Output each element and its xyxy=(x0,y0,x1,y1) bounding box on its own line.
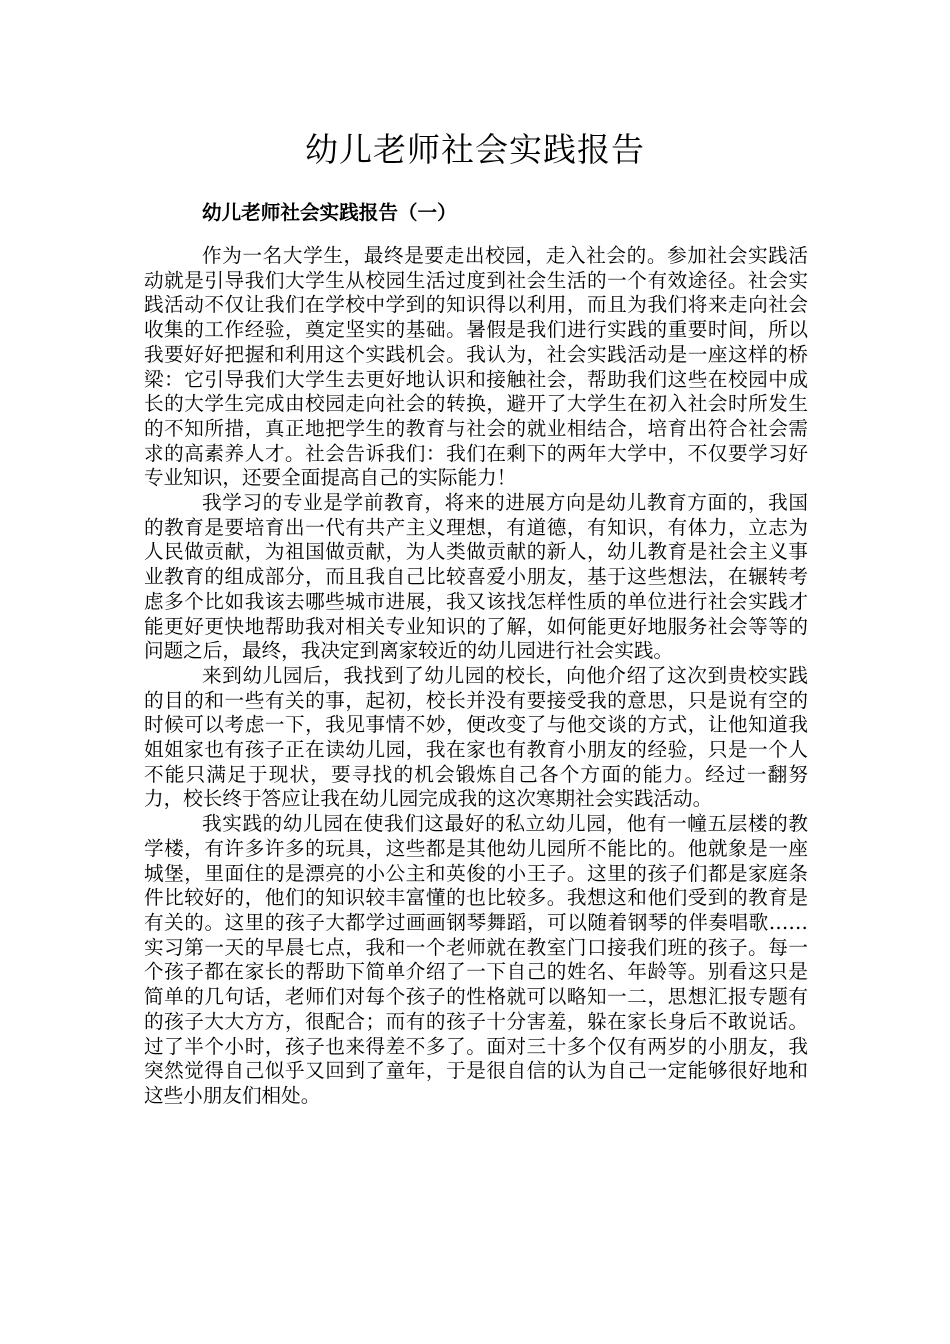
paragraph: 我学习的专业是学前教育，将来的进展方向是幼儿教育方面的，我国的教育是要培育出一代有共产主义理想，有道德，有知识，有体力，立志为人民做贡献，为祖国做贡献，为人类做贡献的新人，幼儿教育是社会主义事业教育的组成部分，而且我自己比较喜爱小朋友，基于这些想法，在辗转考虑多个比如我该去哪些城市进展，我又该找怎样性质的单位进行社会实践才能更好更快地帮助我对相关专业知识的了解，如何能更好地服务社会等等的问题之后，最终，我决定到离家较近的幼儿园进行社会实践。 xyxy=(144,491,808,663)
paragraph: 我实践的幼儿园在使我们这最好的私立幼儿园，他有一幢五层楼的教学楼，有许多许多的玩具，这些都是其他幼儿园所不能比的。他就象是一座城堡，里面住的是漂亮的小公主和英俊的小王子。这里的孩子们都是家庭条件比较好的，他们的知识较丰富懂的也比较多。我想这和他们受到的教育是有关的。这里的孩子大都学过画画钢琴舞蹈，可以随着钢琴的伴奏唱歌……实习第一天的早晨七点，我和一个老师就在教室门口接我们班的孩子。每一个孩子都在家长的帮助下简单介绍了一下自己的姓名、年龄等。别看这只是简单的几句话，老师们对每个孩子的性格就可以略知一二，思想汇报专题有的孩子大大方方，很配合；而有的孩子十分害羞，躲在家长身后不敢说话。过了半个小时，孩子也来得差不多了。面对三十多个仅有两岁的小朋友，我突然觉得自己似乎又回到了童年，于是很自信的认为自己一定能够很好地和这些小朋友们相处。 xyxy=(144,812,808,1107)
document-body xyxy=(144,244,808,1109)
paragraph: 来到幼儿园后，我找到了幼儿园的校长，向他介绍了这次到贵校实践的目的和一些有关的事，起初，校长并没有要接受我的意思，只是说有空的时候可以考虑一下，我见事情不妙，便改变了与他交谈的方式，让他知道我姐姐家也有孩子正在读幼儿园，我在家也有教育小朋友的经验，只是一个人不能只满足于现状，要寻找的机会锻炼自己各个方面的能力。经过一翻努力，校长终于答应让我在幼儿园完成我的这次寒期社会实践活动。 xyxy=(144,663,808,811)
document-subtitle: 幼儿老师社会实践报告（一） xyxy=(202,201,457,224)
paragraph: 作为一名大学生，最终是要走出校园，走入社会的。参加社会实践活动就是引导我们大学生从校园生活过度到社会生活的一个有效途径。社会实践活动不仅让我们在学校中学到的知识得以利用，而且为我们将来走向社会收集的工作经验，奠定坚实的基础。暑假是我们进行实践的重要时间，所以我要好好把握和利用这个实践机会。我认为，社会实践活动是一座这样的桥梁：它引导我们大学生去更好地认识和接触社会，帮助我们这些在校园中成长的大学生完成由校园走向社会的转换，避开了大学生在初入社会时所发生的不知所措，真正地把学生的教育与社会的就业相结合，培育出符合社会需求的高素养人才。社会告诉我们：我们在剩下的两年大学中，不仅要学习好专业知识，还要全面提高自己的实际能力！ xyxy=(144,244,808,490)
document-title: 幼儿老师社会实践报告 xyxy=(305,130,645,169)
